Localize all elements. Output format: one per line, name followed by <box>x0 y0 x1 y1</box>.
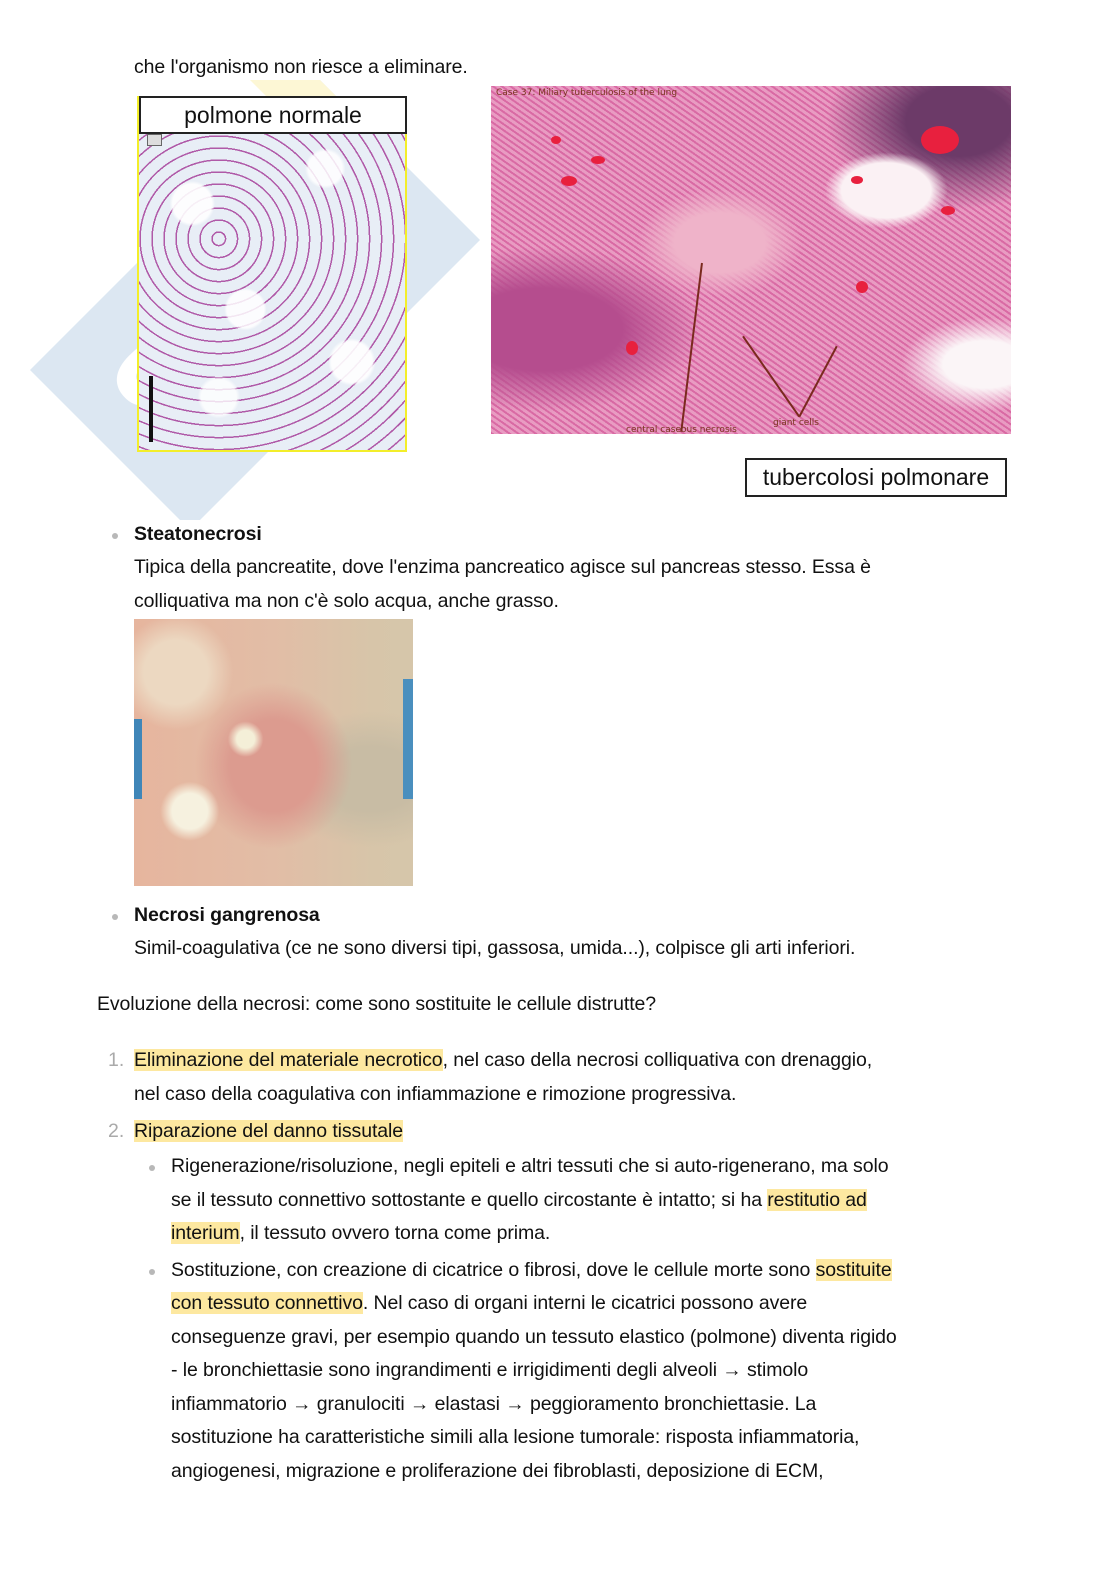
vessel <box>921 126 959 154</box>
tb-image-title: Case 37: Miliary tuberculosis of the lung <box>496 88 678 98</box>
tuberculosis-lung-histology-image <box>491 86 1011 434</box>
steatonecrosi-text-line1: Tipica della pancreatite, dove l'enzima pancreatico agisce sul pancreas stesso. Essa è <box>134 556 871 578</box>
highlighted-text: sostituite <box>815 1259 892 1281</box>
scale-bar <box>149 376 153 442</box>
vessel <box>626 341 638 355</box>
gangrenosa-title: Necrosi gangrenosa <box>134 904 320 926</box>
necrosis-arrow <box>680 263 702 432</box>
sostituzione-line5: infiammatorio → granulociti → elastasi → peggioramento bronchiettasie. La <box>171 1393 817 1415</box>
vessel <box>551 136 561 144</box>
vessel <box>941 206 955 215</box>
vessel <box>856 281 868 293</box>
sostituzione-line3: conseguenze gravi, per esempio quando un tessuto elastico (polmone) diventa rigido <box>171 1326 897 1348</box>
sostituzione-line6: sostituzione ha caratteristiche simili alla lesione tumorale: risposta infiammatoria, <box>171 1426 860 1448</box>
tuberculosis-label: tubercolosi polmonare <box>745 458 1007 497</box>
steatonecrosi-title: Steatonecrosi <box>134 523 262 545</box>
highlighted-text: Eliminazione del materiale necrotico <box>134 1049 443 1071</box>
list-number: 2. <box>108 1120 125 1142</box>
background-drape <box>134 719 142 799</box>
highlighted-text: Riparazione del danno tissutale <box>134 1120 403 1142</box>
steatonecrosi-text-line2: colliquativa ma non c'è solo acqua, anche grasso. <box>134 590 559 612</box>
normal-lung-label: polmone normale <box>139 96 407 134</box>
vessel <box>851 176 863 184</box>
evolution-heading: Evoluzione della necrosi: come sono sostituite le cellule distrutte? <box>97 993 657 1015</box>
bullet-icon <box>149 1269 155 1275</box>
bullet-icon <box>112 533 118 539</box>
normal-lung-histology-image <box>137 96 407 452</box>
annotation-caseous-necrosis: central caseous necrosis <box>626 425 737 434</box>
highlighted-text: interium <box>171 1222 240 1244</box>
vessel <box>561 176 577 186</box>
highlighted-text: restitutio ad <box>767 1189 867 1211</box>
bullet-icon <box>149 1165 155 1171</box>
sostituzione-line2: con tessuto connettivo. Nel caso di organi interni le cicatrici possono avere <box>171 1292 808 1314</box>
annotation-giant-cells: giant cells <box>773 418 819 428</box>
image-marker-icon <box>147 134 162 146</box>
giant-cells-arrow-left <box>742 336 799 417</box>
intro-line: che l'organismo non riesce a eliminare. <box>134 56 468 78</box>
pancreas-steatonecrosis-image <box>134 619 413 886</box>
sostituzione-line4: - le bronchiettasie sono ingrandimenti e irrigidimenti degli alveoli → stimolo <box>171 1359 809 1381</box>
sostituzione-line7: angiogenesi, migrazione e proliferazione dei fibroblasti, deposizione di ECM, <box>171 1460 824 1482</box>
list-item-1-line2: nel caso della coagulativa con infiammazione e rimozione progressiva. <box>134 1083 737 1105</box>
bullet-icon <box>112 914 118 920</box>
rigenerazione-line1: Rigenerazione/risoluzione, negli epiteli e altri tessuti che si auto-rigenerano, ma solo <box>171 1155 889 1177</box>
list-number: 1. <box>108 1049 125 1071</box>
gangrenosa-text: Simil-coagulativa (ce ne sono diversi tipi, gassosa, umida...), colpisce gli arti inferiori. <box>134 937 856 959</box>
list-item-1-line1: Eliminazione del materiale necrotico, nel caso della necrosi colliquativa con drenaggio, <box>134 1049 873 1071</box>
background-drape <box>403 679 413 799</box>
vessel <box>591 156 605 164</box>
giant-cells-arrow-right <box>798 346 837 417</box>
rigenerazione-line2: se il tessuto connettivo sottostante e quello circostante è intatto; si ha restitutio ad <box>171 1189 867 1211</box>
sostituzione-line1: Sostituzione, con creazione di cicatrice o fibrosi, dove le cellule morte sono sostituite <box>171 1259 892 1281</box>
rigenerazione-line3: interium, il tessuto ovvero torna come prima. <box>171 1222 551 1244</box>
list-item-2-title <box>134 1115 403 1149</box>
highlighted-text: con tessuto connettivo <box>171 1292 363 1314</box>
